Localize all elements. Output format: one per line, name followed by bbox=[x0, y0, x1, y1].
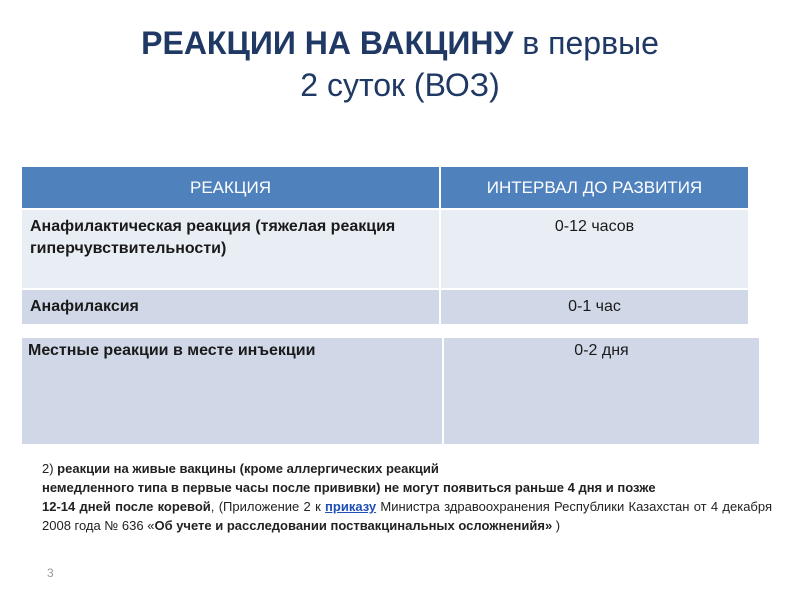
footnote-line2: немедленного типа в первые часы после прививки) не могут появиться раньше 4 дня и позже bbox=[42, 480, 656, 495]
title-bold: РЕАКЦИИ НА ВАКЦИНУ bbox=[141, 25, 514, 61]
footnote bbox=[42, 459, 772, 535]
interval-cell: 0-2 дня bbox=[443, 338, 759, 444]
title-rest: в первые bbox=[513, 25, 659, 61]
footnote-document-title: Об учете и расследовании поствакцинальных осложненийя» bbox=[154, 518, 553, 533]
footnote-bold-period: 12-14 дней после коревой bbox=[42, 499, 211, 514]
table-row bbox=[22, 209, 748, 289]
table-row bbox=[22, 289, 748, 324]
title-line2: 2 суток (ВОЗ) bbox=[300, 67, 500, 103]
reaction-cell: Местные реакции в месте инъекции bbox=[22, 338, 443, 444]
local-reactions-table bbox=[22, 338, 759, 444]
header-reaction: РЕАКЦИЯ bbox=[22, 167, 440, 209]
interval-cell: 0-1 час bbox=[440, 289, 748, 324]
reaction-cell: Анафилаксия bbox=[22, 289, 440, 324]
reactions-table bbox=[22, 167, 748, 324]
footnote-text-b: Министра здравоохранения Республики Казахстан от 4 декабря 2008 года № 636 « bbox=[42, 499, 772, 533]
footnote-line1: реакции на живые вакцины (кроме аллергических реакций bbox=[53, 461, 439, 476]
interval-cell: 0-12 часов bbox=[440, 209, 748, 289]
header-interval: ИНТЕРВАЛ ДО РАЗВИТИЯ bbox=[440, 167, 748, 209]
footnote-number: 2) bbox=[42, 461, 54, 476]
footnote-tail: ) bbox=[552, 518, 561, 533]
footnote-text-a: , (Приложение 2 к bbox=[210, 499, 326, 514]
reaction-cell: Анафилактическая реакция (тяжелая реакция гиперчувствительности) bbox=[22, 209, 440, 289]
slide-title bbox=[0, 22, 800, 106]
page-number: 3 bbox=[47, 566, 54, 580]
table-header-row bbox=[22, 167, 748, 209]
order-link[interactable]: приказу bbox=[325, 499, 377, 514]
table-row bbox=[22, 338, 759, 444]
